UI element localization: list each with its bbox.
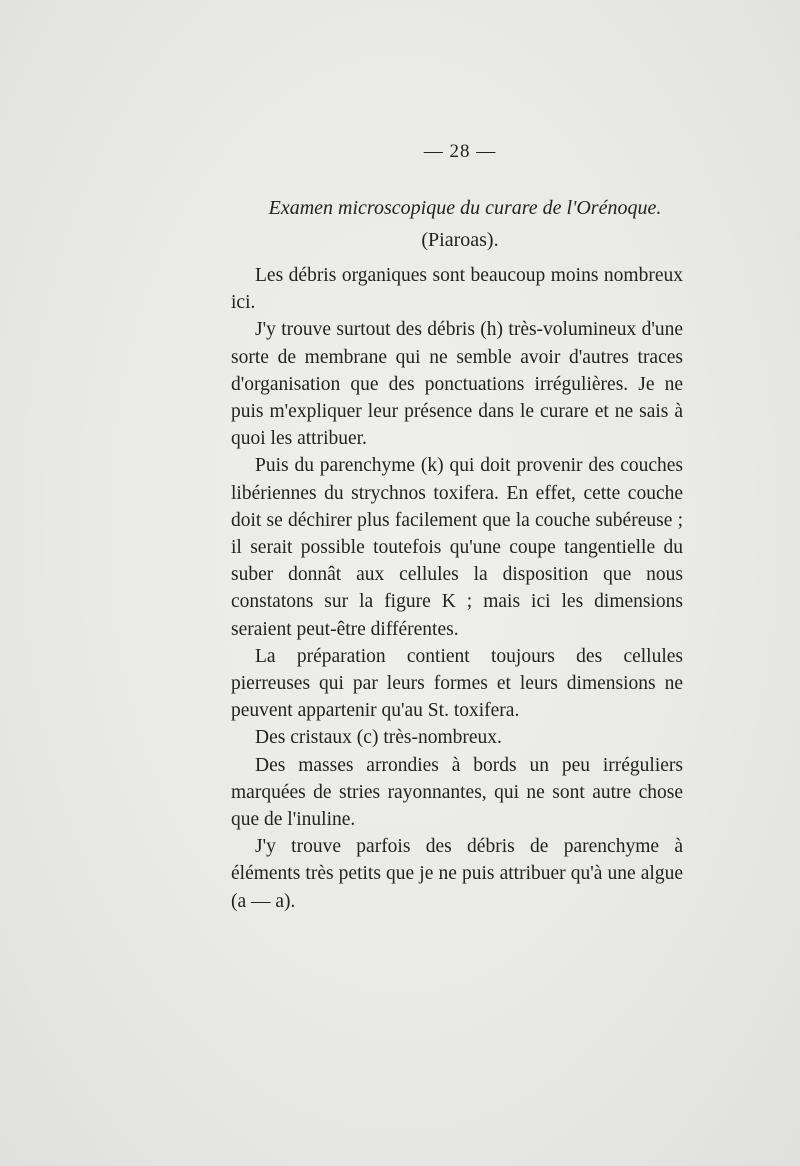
page-number: — 28 — xyxy=(423,141,497,162)
paragraph: J'y trouve parfois des débris de parenchyme à éléments très petits que je ne puis attribuer qu'à une algue (a — a). xyxy=(231,836,683,912)
body-text xyxy=(231,262,683,915)
section-heading xyxy=(232,194,698,254)
paragraph: J'y trouve surtout des débris (h) très-volumineux d'une sorte de membrane qui ne semble avoir d'autres traces d'organisation que des ponctuations irrégulières. Je ne puis m'expliquer leur présence dans le curare et ne sais à quoi les attribuer. xyxy=(231,319,683,450)
paragraph: Les débris organiques sont beaucoup moins nombreux ici. xyxy=(231,265,683,314)
paragraph: Puis du parenchyme (k) qui doit provenir des couches libériennes du strychnos toxifera. En effet, cette couche doit se déchirer plus facilement que la couche subéreuse ; il serait possible toutefois qu'une coupe tangentielle du suber donnât aux cellules la disposition que nous constatons sur la figure K ; mais ici les dimensions seraient peut-être différentes. xyxy=(231,455,683,640)
section-subtitle: (Piaroas). xyxy=(421,229,499,251)
section-title: Examen microscopique du curare de l'Orénoque. xyxy=(268,197,662,219)
paragraph: Des cristaux (c) très-nombreux. xyxy=(255,727,502,749)
paragraph: La préparation contient toujours des cellules pierreuses qui par leurs formes et leurs dimensions ne peuvent appartenir qu'au St. toxifera. xyxy=(231,645,683,722)
paragraph: Des masses arrondies à bords un peu irréguliers marquées de stries rayonnantes, qui ne sont autre chose que de l'inuline. xyxy=(231,754,683,831)
